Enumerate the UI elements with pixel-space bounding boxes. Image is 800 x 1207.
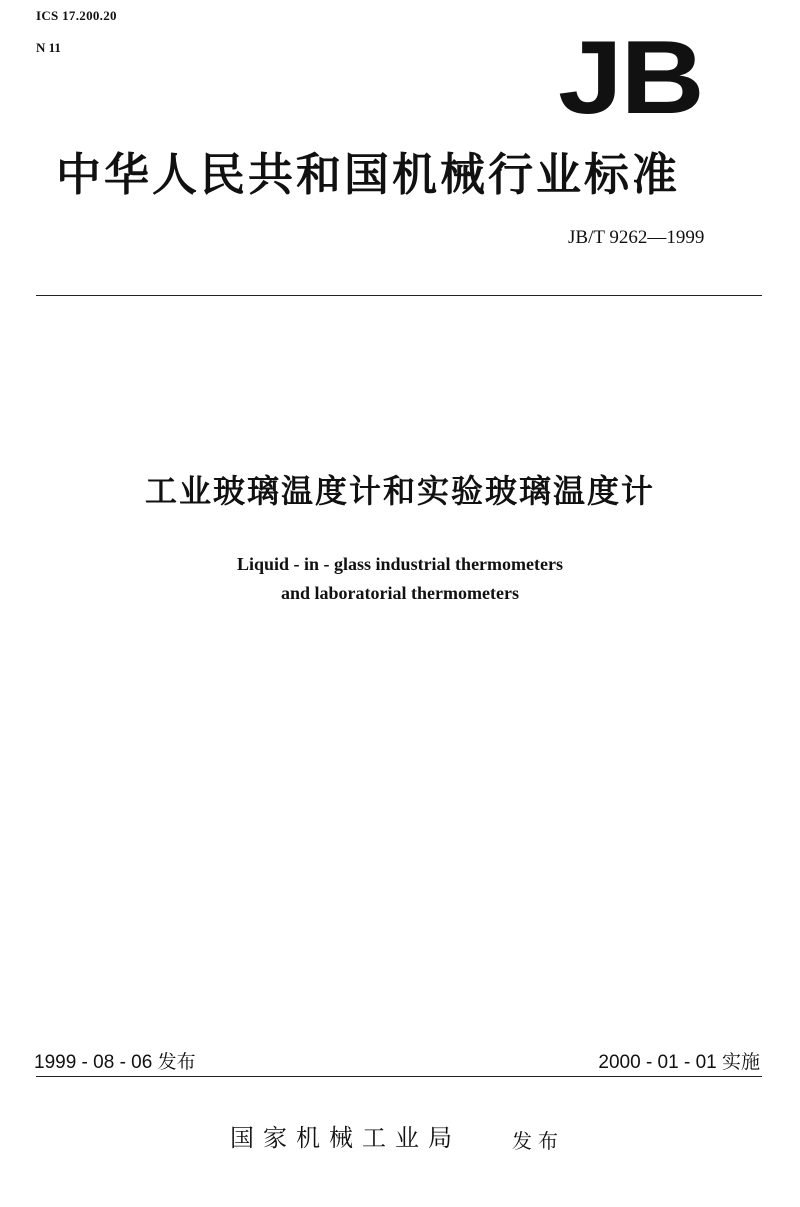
document-title-en-line2: and laboratorial thermometers: [281, 583, 519, 603]
issuing-authority: 国家机械工业局: [230, 1124, 461, 1152]
header-divider: [36, 295, 762, 296]
document-title-en: [0, 550, 800, 608]
ics-code: ICS 17.200.20: [36, 8, 117, 23]
ccs-code: N 11: [36, 40, 61, 55]
document-title-en-line1: Liquid - in - glass industrial thermometers: [236, 554, 563, 574]
standard-class-heading: 中华人民共和国机械行业标准: [56, 148, 681, 201]
issue-label: 发布: [512, 1129, 564, 1153]
document-title-zh: 工业玻璃温度计和实验玻璃温度计: [144, 472, 655, 510]
footer-divider: [36, 1076, 762, 1077]
standard-code: JB/T 9262—1999: [568, 227, 705, 248]
jb-logo: JB: [558, 20, 703, 136]
effective-date: 2000 - 01 - 01 实施: [598, 1052, 760, 1073]
publish-date: 1999 - 08 - 06 发布: [34, 1052, 196, 1073]
